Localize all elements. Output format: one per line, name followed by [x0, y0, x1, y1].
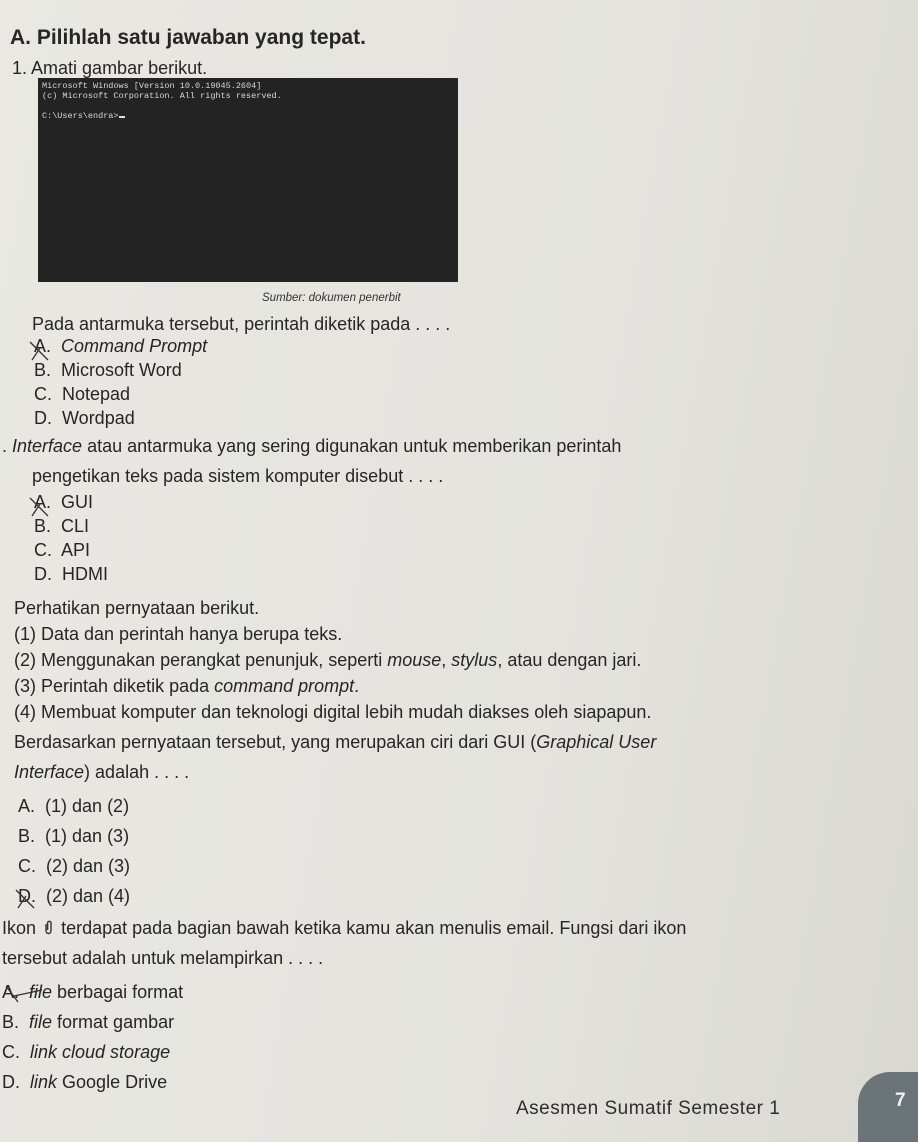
footer-title: Asesmen Sumatif Semester 1	[516, 1098, 781, 1119]
q1-prompt	[12, 58, 207, 79]
section-title: A. Pilihlah satu jawaban yang tepat.	[10, 26, 366, 49]
q3-statement-1: (1) Data dan perintah hanya berupa teks.	[14, 624, 343, 644]
q2-option-d: D. HDMI	[34, 564, 109, 584]
q3-option-d: D. (2) dan (4)	[18, 886, 131, 906]
q2-option-c: C. API	[34, 540, 91, 560]
paperclip-icon	[43, 919, 54, 936]
q1-prompt-text: Amati gambar berikut.	[31, 58, 208, 78]
q2-option-b: B. CLI	[34, 516, 90, 536]
answer-mark-q3	[14, 886, 36, 912]
q4-option-a: A. file berbagai format	[2, 982, 184, 1002]
answer-mark-q2	[28, 494, 50, 520]
command-prompt-screenshot	[38, 78, 458, 282]
terminal-line-3	[42, 101, 454, 111]
q1-option-d: D. Wordpad	[34, 408, 135, 428]
q3-option-b: B. (1) dan (3)	[18, 826, 130, 846]
q4-question-line-1: Ikon terdapat pada bagian bawah ketika kamu akan menulis email. Fungsi dari ikon	[2, 918, 687, 938]
q4-option-b: B. file format gambar	[2, 1012, 175, 1032]
q4-question-line-2: tersebut adalah untuk melampirkan . . . .	[2, 948, 324, 968]
q3-option-c: C. (2) dan (3)	[18, 856, 131, 876]
page-number-tab	[858, 1072, 918, 1142]
terminal-line-4	[42, 111, 454, 121]
q1-number: 1.	[12, 58, 28, 78]
q4-option-d: D. link Google Drive	[2, 1072, 168, 1092]
cursor-icon	[119, 116, 125, 118]
q2-option-a: A. GUI	[34, 492, 94, 512]
q1-option-a: A. Command Prompt	[34, 336, 208, 356]
terminal-line-2: (c) Microsoft Corporation. All rights reserved.	[42, 91, 282, 101]
q4-option-c: C. link cloud storage	[2, 1042, 171, 1062]
q1-question: Pada antarmuka tersebut, perintah diketik pada . . . .	[32, 314, 451, 334]
q3-option-a: A. (1) dan (2)	[18, 796, 130, 816]
q1-option-c: C. Notepad	[34, 384, 131, 404]
q3-question-line-1: Berdasarkan pernyataan tersebut, yang merupakan ciri dari GUI (Graphical User	[14, 732, 657, 752]
answer-mark-q1	[28, 338, 50, 364]
q3-statement-3: (3) Perintah diketik pada command prompt.	[14, 676, 360, 696]
q3-statement-2: (2) Menggunakan perangkat penunjuk, seperti mouse, stylus, atau dengan jari.	[14, 650, 642, 670]
q3-statement-4: (4) Membuat komputer dan teknologi digital lebih mudah diakses oleh siapapun.	[14, 702, 652, 722]
terminal-line-1: Microsoft Windows [Version 10.0.19045.2604]	[42, 81, 262, 91]
terminal-path: C:\Users\endra>	[42, 111, 119, 121]
image-source: Sumber: dokumen penerbit	[262, 292, 401, 304]
q2-question-line-1: . Interface atau antarmuka yang sering digunakan untuk memberikan perintah	[2, 436, 622, 456]
q3-question-line-2: Interface) adalah . . . .	[14, 762, 190, 782]
q2-question-line-2: pengetikan teks pada sistem komputer disebut . . . .	[32, 466, 444, 486]
page-number: 7	[895, 1090, 906, 1111]
q1-option-b: B. Microsoft Word	[34, 360, 182, 380]
answer-mark-q4	[4, 982, 44, 1006]
q3-intro: Perhatikan pernyataan berikut.	[14, 598, 260, 618]
